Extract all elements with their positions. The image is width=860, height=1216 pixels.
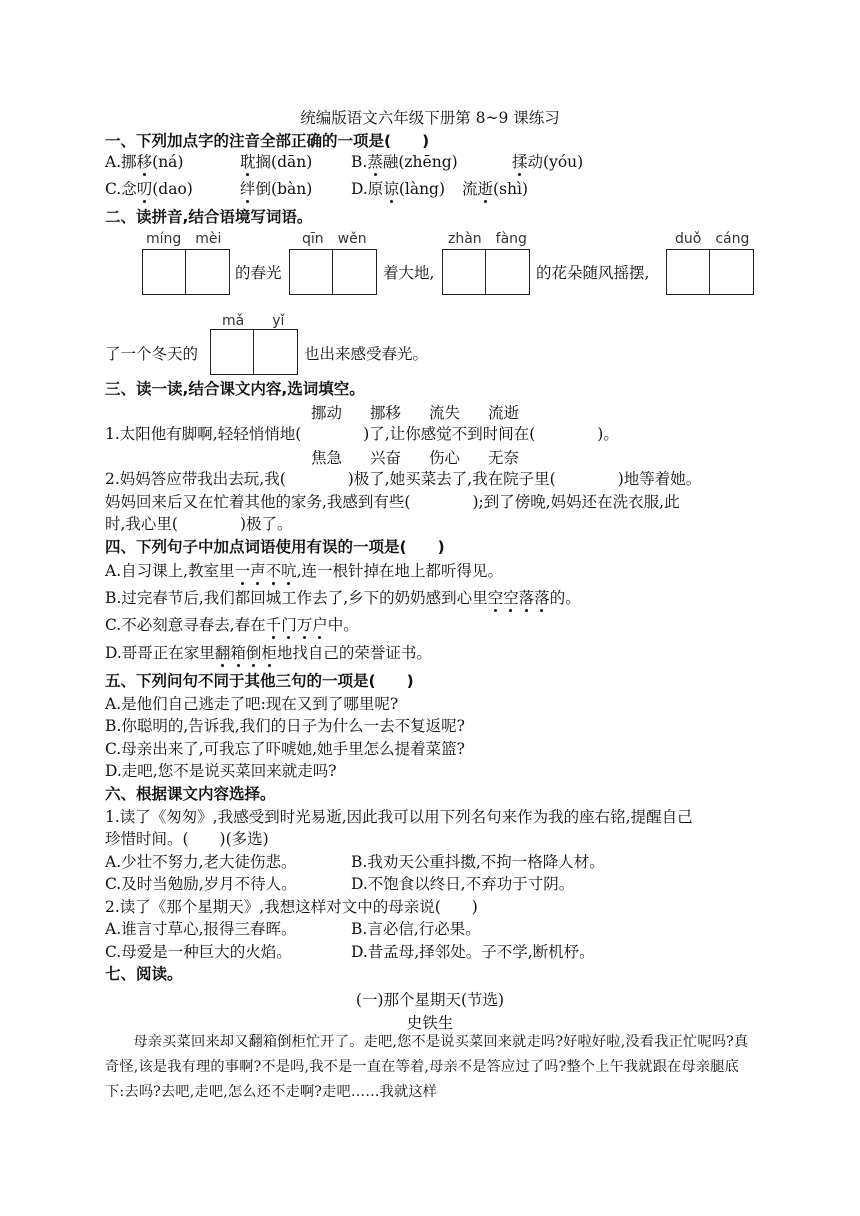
page-title: 统编版语文六年级下册第 8~9 课练习	[300, 109, 560, 127]
pinyin-1: míng mèi	[146, 231, 222, 247]
word: 无奈	[488, 449, 520, 467]
q3-word-bank-2	[311, 446, 547, 468]
answer-box-1[interactable]	[142, 249, 230, 295]
q1-option-d2: 流逝(shì)	[462, 180, 529, 198]
q1-option-a: A.挪移(ná)	[105, 153, 184, 171]
q2-heading: 二、读拼音,结合语境写词语。	[105, 208, 313, 226]
q3-word-bank-1	[311, 401, 547, 423]
q2-text-3: 的花朵随风摇摆,	[536, 264, 650, 282]
q6-2-option-c: C.母爱是一种巨大的火焰。	[105, 943, 292, 961]
answer-box-2[interactable]	[289, 249, 377, 295]
pinyin-4: duǒ cáng	[675, 231, 750, 247]
q6-2-option-d: D.昔孟母,择邻处。子不学,断机杼。	[351, 943, 595, 961]
q6-question-1a: 1.读了《匆匆》,我感受到时光易逝,因此我可以用下列名句来作为我的座右铭,提醒自己	[105, 808, 693, 826]
pinyin-3: zhàn fàng	[448, 231, 527, 247]
q3-sentence-2a: 2.妈妈答应带我出去玩,我( )极了,她买菜去了,我在院子里( )地等着她。	[105, 470, 702, 488]
q6-2-option-b: B.言必信,行必果。	[351, 920, 481, 938]
reading-author: 史铁生	[406, 1014, 454, 1032]
q5-option-b: B.你聪明的,告诉我,我们的日子为什么一去不复返呢?	[105, 717, 465, 735]
q2-text-4: 了一个冬天的	[105, 345, 199, 363]
q4-option-c: C.不必刻意寻春去,春在千门万户中。	[105, 616, 359, 634]
reading-title: (一)那个星期天(节选)	[355, 991, 505, 1009]
q2-text-1: 的春光	[235, 264, 282, 282]
word: 挪移	[370, 404, 402, 422]
q4-option-b: B.过完春节后,我们都回城工作去了,乡下的奶奶感到心里空空落落的。	[105, 589, 581, 607]
q6-1-option-d: D.不饱食以终日,不弃功于寸阴。	[351, 875, 575, 893]
q7-heading: 七、阅读。	[105, 965, 183, 983]
q5-option-c: C.母亲出来了,可我忘了吓唬她,她手里怎么提着菜篮?	[105, 740, 465, 758]
q6-1-option-b: B.我劝天公重抖擞,不拘一格降人材。	[351, 853, 605, 871]
q3-sentence-2b: 妈妈回来后又在忙着其他的家务,我感到有些( );到了傍晚,妈妈还在洗衣服,此	[105, 493, 680, 511]
q4-heading: 四、下列句子中加点词语使用有误的一项是( )	[105, 538, 445, 556]
q1-option-d: D.原谅(làng)	[351, 180, 446, 198]
q6-question-1b: 珍惜时间。( )(多选)	[105, 830, 269, 848]
q2-text-5: 也出来感受春光。	[304, 345, 429, 363]
q6-heading: 六、根据课文内容选择。	[105, 785, 276, 803]
word: 焦急	[311, 449, 343, 467]
word: 伤心	[429, 449, 461, 467]
q5-heading: 五、下列问句不同于其他三句的一项是( )	[105, 672, 414, 690]
q3-heading: 三、读一读,结合课文内容,选词填空。	[105, 380, 365, 398]
pinyin-5: mǎ yǐ	[222, 313, 285, 329]
answer-box-4[interactable]	[666, 249, 754, 295]
q4-option-a: A.自习课上,教室里一声不吭,连一根针掉在地上都听得见。	[105, 562, 504, 580]
q5-option-a: A.是他们自己逃走了吧:现在又到了哪里呢?	[105, 695, 399, 713]
q1-heading: 一、下列加点字的注音全部正确的一项是( )	[105, 132, 430, 150]
q6-question-2: 2.读了《那个星期天》,我想这样对文中的母亲说( )	[105, 898, 478, 916]
q5-option-d: D.走吧,您不是说买菜回来就走吗?	[105, 762, 337, 780]
word: 流失	[429, 404, 461, 422]
q3-sentence-2c: 时,我心里( )极了。	[105, 515, 293, 533]
q1-option-c2: 绊倒(bàn)	[240, 180, 313, 198]
reading-paragraph: 母亲买菜回来却又翻箱倒柜忙开了。走吧,您不是说买菜回来就走吗?好啦好啦,没看我正忙呢吗?真奇怪,该是我有理的事啊?不是吗,我不是一直在等着,母亲不是答应过了吗?整个上午我就跟在母亲腿底下:去吗?去吧,走吧,怎么还不走啊?走吧……我就这样	[105, 1034, 749, 1100]
q6-2-option-a: A.谁言寸草心,报得三春晖。	[105, 920, 297, 938]
q2-text-2: 着大地,	[383, 264, 435, 282]
q1-option-a2: 耽搁(dān)	[240, 153, 313, 171]
q1-option-b: B.蒸融(zhēng)	[351, 153, 458, 171]
q1-option-b2: 揉动(yóu)	[512, 153, 584, 171]
answer-box-5[interactable]	[210, 329, 298, 375]
answer-box-3[interactable]	[442, 249, 530, 295]
q1-option-c: C.念叨(dao)	[105, 180, 193, 198]
q6-1-option-a: A.少壮不努力,老大徒伤悲。	[105, 853, 297, 871]
word: 流逝	[488, 404, 520, 422]
q4-option-d: D.哥哥正在家里翻箱倒柜地找自己的荣誉证书。	[105, 644, 432, 662]
word: 兴奋	[370, 449, 402, 467]
reading-passage	[105, 1030, 757, 1105]
word: 挪动	[311, 404, 343, 422]
q6-1-option-c: C.及时当勉励,岁月不待人。	[105, 875, 297, 893]
pinyin-2: qīn wěn	[302, 231, 367, 247]
q3-sentence-1: 1.太阳他有脚啊,轻轻悄悄地( )了,让你感觉不到时间在( )。	[105, 425, 619, 443]
